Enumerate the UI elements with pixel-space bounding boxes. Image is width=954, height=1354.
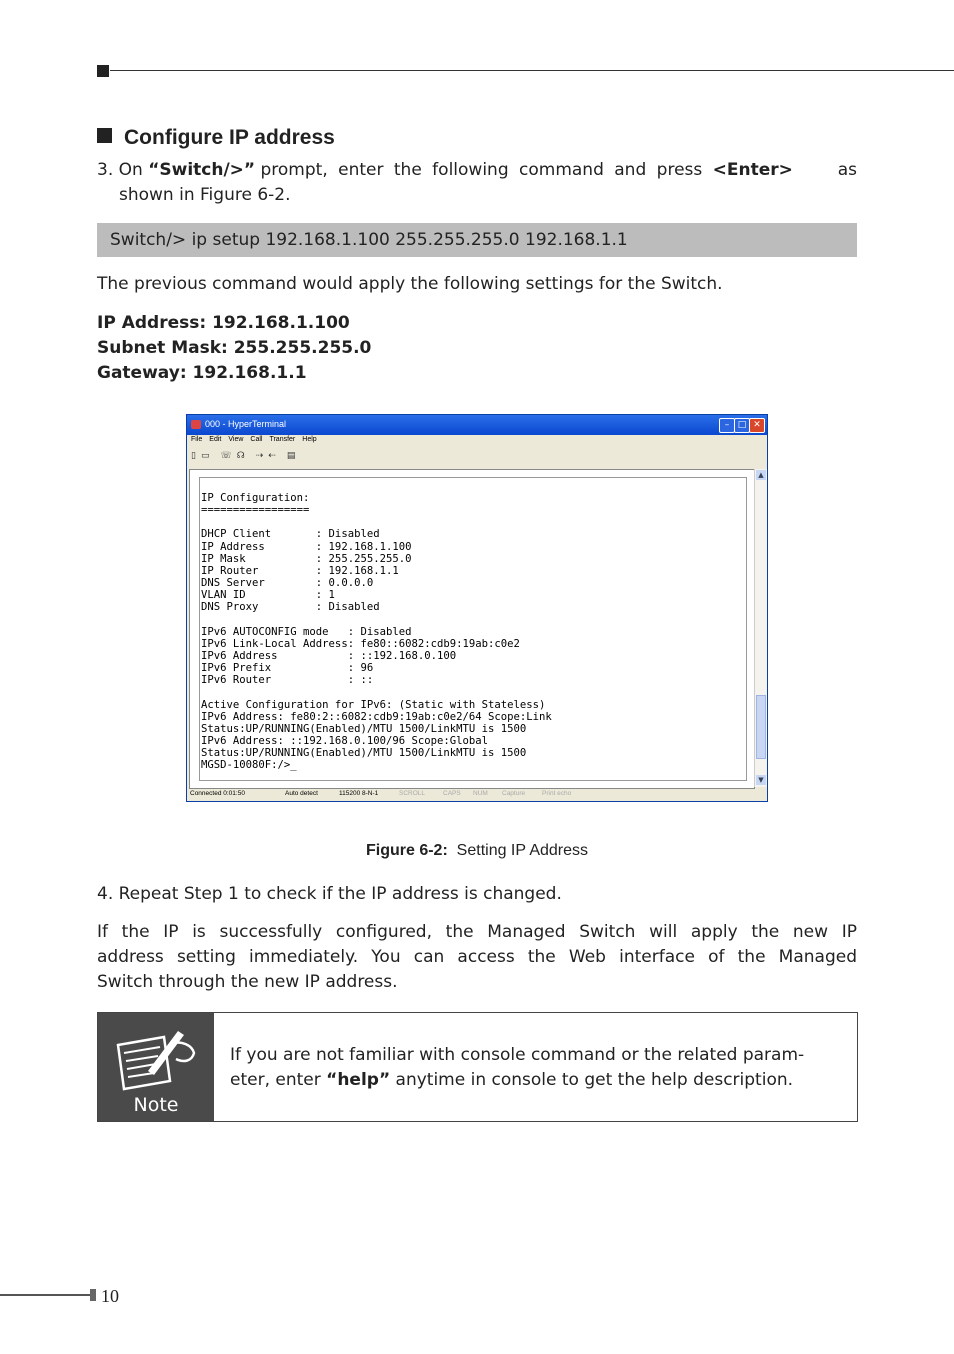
phone-icon[interactable]: ☏ xyxy=(220,451,232,461)
new-icon[interactable]: ▯ xyxy=(191,451,196,461)
step-text: as xyxy=(837,160,857,180)
terminal-line: IPv6 Address: ::192.168.0.100/96 Scope:Global xyxy=(201,735,489,748)
hyperterminal-window xyxy=(186,414,768,802)
terminal-line: IP Address : 192.168.1.100 xyxy=(201,540,412,553)
setting-mask: Subnet Mask: 255.255.255.0 xyxy=(97,338,372,358)
terminal-line: DHCP Client : Disabled xyxy=(201,528,380,541)
terminal-line: IP Configuration: xyxy=(201,492,310,504)
bullet-square-icon xyxy=(97,128,112,143)
figure-caption xyxy=(0,842,954,860)
enter-key: <Enter> xyxy=(712,160,793,180)
terminal-output xyxy=(201,492,552,772)
scroll-thumb[interactable] xyxy=(756,695,766,759)
section-heading xyxy=(97,126,335,150)
terminal-line: IPv6 Address : ::192.168.0.100 xyxy=(201,650,457,663)
terminal-line: IP Router : 192.168.1.1 xyxy=(201,564,399,577)
prompt-name: “Switch/>” xyxy=(148,160,256,180)
note-box xyxy=(97,1012,858,1122)
title-bar xyxy=(187,415,767,435)
settings-list xyxy=(97,311,371,386)
status-detect: Auto detect xyxy=(285,790,318,797)
maximize-icon[interactable]: □ xyxy=(734,418,750,433)
terminal-line: IPv6 Prefix : 96 xyxy=(201,662,374,675)
help-command: “help” xyxy=(326,1070,391,1090)
status-caps: CAPS xyxy=(443,790,461,797)
note-text-post: anytime in console to get the help description. xyxy=(390,1070,794,1090)
window-title: 000 - HyperTerminal xyxy=(205,419,287,429)
menu-bar xyxy=(191,436,324,443)
menu-transfer[interactable]: Transfer xyxy=(269,436,296,443)
step-number: 3. xyxy=(97,160,114,180)
footer-rule xyxy=(0,1294,90,1296)
step-3-line-2: shown in Figure 6-2. xyxy=(119,185,291,205)
note-line-2 xyxy=(230,1068,846,1093)
receive-icon[interactable]: ⇠ xyxy=(268,451,276,461)
setting-ip: IP Address: 192.168.1.100 xyxy=(97,313,350,333)
command-text: Switch/> ip setup 192.168.1.100 255.255.255.0 192.168.1.1 xyxy=(110,230,628,250)
terminal-line: Active Configuration for IPv6: (Static with Stateless) xyxy=(201,698,546,711)
terminal-line: Status:UP/RUNNING(Enabled)/MTU 1500/LinkMTU is 1500 xyxy=(201,747,527,760)
section-title: Configure IP address xyxy=(124,126,335,149)
menu-edit[interactable]: Edit xyxy=(209,436,222,443)
terminal-line: DNS Proxy : Disabled xyxy=(201,601,380,614)
terminal-line: IPv6 AUTOCONFIG mode : Disabled xyxy=(201,625,412,638)
properties-icon[interactable]: ▤ xyxy=(286,451,296,461)
status-bar xyxy=(187,788,767,801)
terminal-line: IPv6 Address: fe80:2::6082:cdb9:19ab:c0e2/64 Scope:Link xyxy=(201,710,552,723)
status-baud: 115200 8-N-1 xyxy=(339,790,379,797)
step-text: On xyxy=(118,160,149,180)
terminal-line: ================= xyxy=(201,504,310,517)
apply-text: The previous command would apply the following settings for the Switch. xyxy=(97,274,723,294)
header-rule xyxy=(110,70,954,71)
note-text-pre: eter, enter xyxy=(230,1070,327,1090)
status-capture: Capture xyxy=(502,790,526,797)
status-print-echo: Print echo xyxy=(542,790,572,797)
note-line-1: If you are not familiar with console command or the related param- xyxy=(230,1045,805,1065)
note-icon-panel xyxy=(98,1013,214,1121)
terminal-line: VLAN ID : 1 xyxy=(201,589,335,602)
disconnect-icon[interactable]: ☊ xyxy=(236,451,245,461)
step-4: 4. Repeat Step 1 to check if the IP address is changed. xyxy=(97,884,562,904)
footer-square xyxy=(90,1289,96,1301)
scroll-down-icon[interactable]: ▼ xyxy=(756,775,766,785)
terminal-line: IP Mask : 255.255.255.0 xyxy=(201,552,412,565)
terminal-line: IPv6 Router : :: xyxy=(201,674,374,687)
setting-gateway: Gateway: 192.168.1.1 xyxy=(97,363,307,383)
caption-text: Setting IP Address xyxy=(456,842,589,859)
send-icon[interactable]: ⇢ xyxy=(255,451,264,461)
command-box xyxy=(97,223,857,257)
status-num: NUM xyxy=(473,790,488,797)
menu-help[interactable]: Help xyxy=(302,436,317,443)
caption-label: Figure 6-2: xyxy=(365,842,448,859)
terminal-line: DNS Server : 0.0.0.0 xyxy=(201,577,374,590)
toolbar xyxy=(191,451,300,465)
open-icon[interactable]: ▭ xyxy=(200,451,210,461)
terminal-line xyxy=(201,687,552,699)
scroll-up-icon[interactable]: ▲ xyxy=(756,470,766,480)
vertical-scrollbar[interactable] xyxy=(754,469,767,787)
step-3-line-1 xyxy=(97,158,857,183)
success-line-1: If the IP is successfully configured, the Managed Switch will apply the new IP xyxy=(97,922,857,942)
header-square xyxy=(97,65,109,77)
page-number: 10 xyxy=(101,1286,119,1306)
terminal-line xyxy=(201,614,552,626)
terminal-line: IPv6 Link-Local Address: fe80::6082:cdb9:19ab:c0e2 xyxy=(201,637,520,650)
terminal-line: MGSD-10080F:/>_ xyxy=(201,759,297,772)
success-line-3: Switch through the new IP address. xyxy=(97,972,398,992)
menu-call[interactable]: Call xyxy=(250,436,263,443)
note-text xyxy=(230,1043,846,1093)
close-icon[interactable]: ✕ xyxy=(749,418,765,433)
terminal-line: Status:UP/RUNNING(Enabled)/MTU 1500/LinkMTU is 1500 xyxy=(201,722,527,735)
status-scroll: SCROLL xyxy=(399,790,426,797)
note-pencil-icon xyxy=(112,1023,200,1093)
menu-file[interactable]: File xyxy=(191,436,203,443)
menu-view[interactable]: View xyxy=(228,436,244,443)
step-text: prompt, enter the following command and press xyxy=(260,160,713,180)
success-line-2: address setting immediately. You can access the Web interface of the Managed xyxy=(97,947,857,967)
status-connected: Connected 0:01:50 xyxy=(190,790,245,797)
app-icon xyxy=(191,420,201,429)
note-label: Note xyxy=(133,1094,179,1116)
terminal-line xyxy=(201,516,552,528)
minimize-icon[interactable]: – xyxy=(719,418,735,433)
